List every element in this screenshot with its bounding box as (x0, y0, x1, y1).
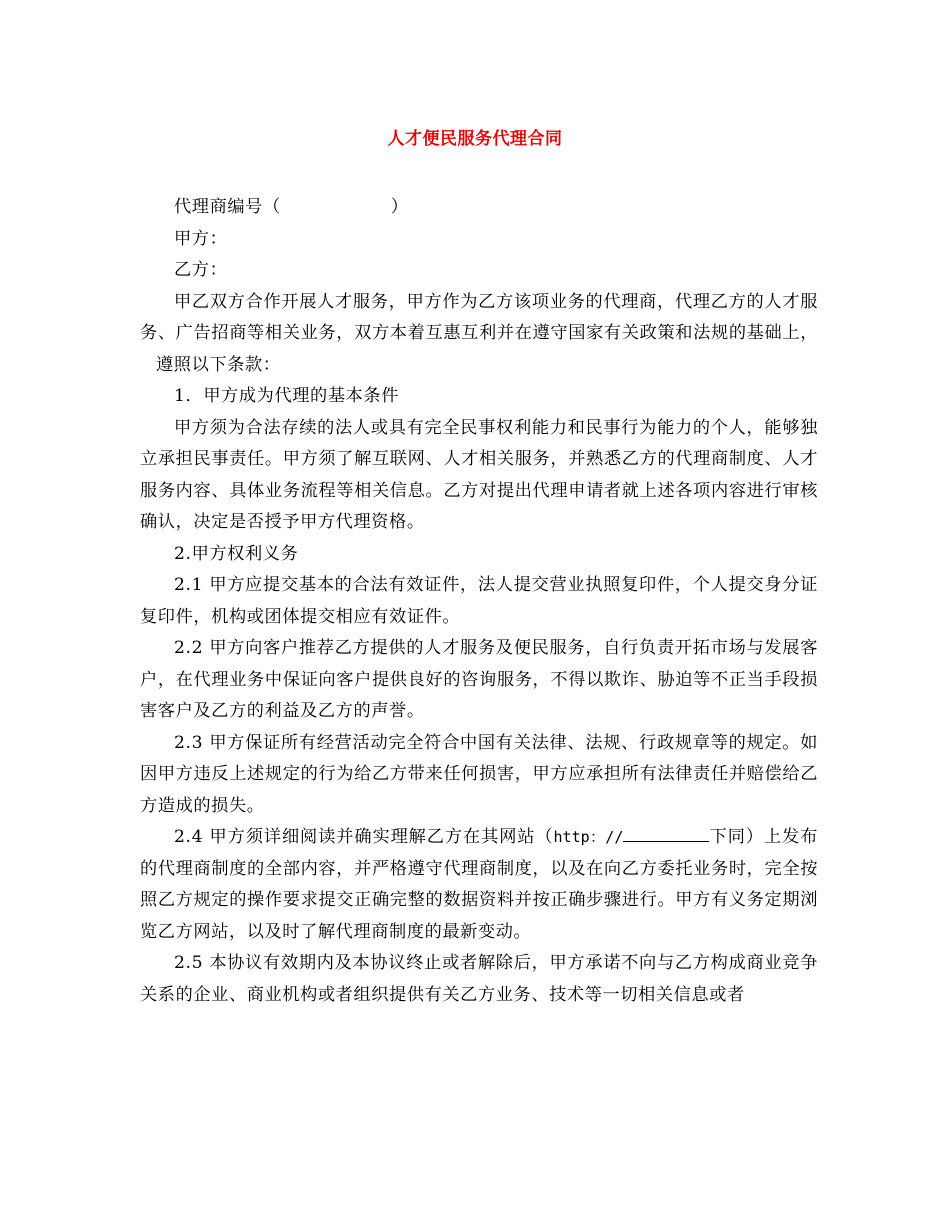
section-1-heading: 1．甲方成为代理的基本条件 (174, 386, 399, 406)
section-1-body: 甲方须为合法存续的法人或具有完全民事权利能力和民事行为能力的个人，能够独立承担民事责任。甲方须了解互联网、人才相关服务，并熟悉乙方的代理商制度、人才服务内容、具体业务流程等相关信息。乙方对提出代理申请者就上述各项内容进行审核确认，决定是否授予甲方代理资格。 (140, 417, 818, 532)
clause-2-3: 2.3 甲方保证所有经营活动完全符合中国有关法律、法规、行政规章等的规定。如因甲方违反上述规定的行为给乙方带来任何损害，甲方应承担所有法律责任并赔偿给乙方造成的损失。 (140, 732, 818, 816)
website-url: http：// (553, 828, 624, 846)
party-a-line: 甲方： (174, 228, 228, 249)
clause-2-1: 2.1 甲方应提交基本的合法有效证件，法人提交营业执照复印件，个人提交身分证复印件，机构或团体提交相应有效证件。 (140, 575, 818, 627)
section-2-heading: 2.甲方权利义务 (174, 543, 299, 564)
agent-number-line (140, 192, 818, 224)
party-b-line: 乙方： (174, 260, 228, 280)
clause-2-5: 2.5 本协议有效期内及本协议终止或者解除后，甲方承诺不向与乙方构成商业竞争关系的企业、商业机构或者组织提供有关乙方业务、技术等一切相关信息或者 (140, 953, 818, 1005)
agent-number-label: 代理商编号（ (174, 197, 281, 217)
clause-2-4-text-end: 下同）上发布的代理商制度的全部内容，并严格遵守代理商制度，以及在向乙方委托业务时，完全按照乙方规定的操作要求提交正确完整的数据资料并按正确步骤进行。甲方有义务定期浏览乙方网站，以及时了解代理商制度的最新变动。 (140, 827, 818, 942)
clause-2-4 (140, 822, 818, 948)
intro-paragraph (140, 287, 818, 382)
website-blank (623, 827, 709, 842)
intro-text-end: 遵照以下条款： (156, 354, 281, 375)
document-body (140, 192, 818, 1011)
clause-2-2: 2.2 甲方向客户推荐乙方提供的人才服务及便民服务，自行负责开拓市场与发展客户，在代理业务中保证向客户提供良好的咨询服务，不得以欺诈、胁迫等不正当手段损害客户及乙方的利益及乙方的声誉。 (140, 638, 818, 721)
agent-number-close: ） (390, 197, 409, 217)
clause-2-4-text: 2.4 甲方须详细阅读并确实理解乙方在其网站（ (174, 827, 554, 847)
intro-text: 甲乙双方合作开展人才服务，甲方作为乙方该项业务的代理商，代理乙方的人才服务、广告招商等相关业务，双方本着互惠互利并在遵守国家有关政策和法规的基础上， (140, 291, 818, 343)
document-title: 人才便民服务代理合同 (387, 129, 563, 149)
